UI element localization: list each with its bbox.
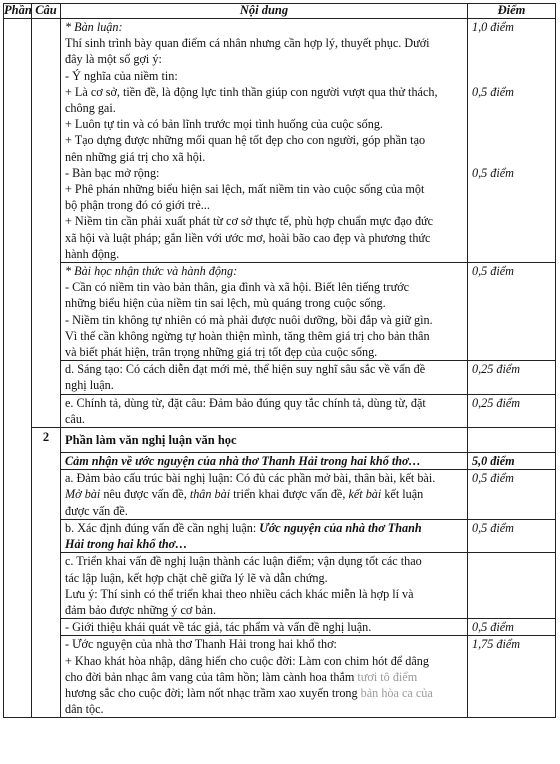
score-cell-bai-hoc bbox=[468, 263, 556, 361]
score-line: 0,5 điểm bbox=[472, 165, 514, 180]
header-phan: Phần bbox=[4, 3, 32, 17]
text-line: + Tạo dựng được những mối quan hệ tốt đẹp cho con người, góp phần tạo bbox=[65, 133, 426, 148]
text-span: b. Xác định đúng vấn đề cần nghị luận: bbox=[65, 520, 260, 535]
phan-cell bbox=[4, 19, 32, 718]
text-line: dân tộc. bbox=[65, 702, 104, 717]
score-cell-c bbox=[468, 553, 556, 619]
content-cell-ban-luan bbox=[61, 19, 468, 263]
score-cell-b: 0,5 điểm bbox=[468, 519, 556, 552]
content-cell-a bbox=[61, 470, 468, 520]
content-cell-chinh-ta bbox=[61, 394, 468, 427]
watermark-text: tươi tô điểm bbox=[357, 669, 418, 684]
score-line: 1,0 điểm bbox=[472, 20, 514, 34]
ket-bai-text: kết bài bbox=[348, 487, 382, 502]
text-line: đây là một số gợi ý: bbox=[65, 52, 162, 67]
text-line: Hải trong hai khổ thơ… bbox=[65, 537, 188, 552]
header-row bbox=[4, 4, 556, 19]
text-line bbox=[65, 669, 464, 685]
score-cell-sang-tao bbox=[468, 361, 556, 394]
text-line: chông gai. bbox=[65, 101, 116, 116]
text-line: những biểu hiện của niềm tin sai lệch, mù quáng trong cuộc sống. bbox=[65, 296, 386, 311]
text-line: tác lập luận, kết hợp chặt chẽ giữa lý lẽ và dẫn chứng. bbox=[65, 570, 328, 585]
text-line: nên những giá trị cho xã hội. bbox=[65, 149, 206, 164]
text-line: hành động. bbox=[65, 246, 120, 261]
score-line bbox=[472, 100, 555, 116]
text-span-emphasis: Ước nguyện của nhà thơ Thanh bbox=[259, 520, 422, 535]
score-line bbox=[472, 68, 555, 84]
text-line: được vấn đề. bbox=[65, 503, 128, 518]
cau-cell-1 bbox=[32, 19, 61, 428]
text-span: triển khai được vấn đề, bbox=[230, 487, 349, 502]
mo-bai-text: Mở bài bbox=[65, 487, 101, 502]
header-cau: Câu bbox=[32, 4, 61, 19]
score-line: 0,5 điểm bbox=[472, 264, 514, 279]
text-line: c. Triển khai vấn đề nghị luận thành các luận điểm; vận dụng tốt các thao bbox=[65, 554, 422, 569]
text-line bbox=[65, 486, 464, 502]
header-noidung: Nội dung bbox=[61, 4, 468, 19]
text-line: - Cần có niềm tin vào bản thân, gia đình và xã hội. Biết lên tiếng trước bbox=[65, 280, 410, 295]
table-row bbox=[4, 19, 556, 263]
score-line: 0,5 điểm bbox=[472, 84, 514, 99]
score-cell-a: 0,5 điểm bbox=[468, 470, 556, 520]
score-cell-empty bbox=[468, 428, 556, 453]
score-cell-intro: 0,5 điểm bbox=[468, 619, 556, 636]
text-line: Lưu ý: Thí sinh có thể triển khai theo nhiều cách khác miễn là hợp lí và bbox=[65, 586, 414, 601]
watermark-text: bản hòa ca của bbox=[360, 685, 433, 700]
text-line: + Niềm tin cần phải xuất phát từ cơ sở thực tế, phù hợp chuẩn mực đạo đức bbox=[65, 214, 434, 229]
table-row bbox=[4, 519, 556, 552]
text-line: d. Sáng tạo: Có cách diễn đạt mới mẻ, thể hiện suy nghĩ sâu sắc về vấn đề bbox=[65, 362, 426, 377]
content-cell-b bbox=[61, 519, 468, 552]
text-line: * Bài học nhận thức và hành động: bbox=[65, 264, 238, 279]
table-row bbox=[4, 636, 556, 718]
text-line: bộ phận trong đó có giới trẻ... bbox=[65, 198, 210, 213]
text-span: cho đời bản nhạc âm vang của tâm hồn; làm cành hoa thắm bbox=[65, 669, 355, 684]
text-line: - Bàn bạc mở rộng: bbox=[65, 165, 160, 180]
content-cell-intro: - Giới thiệu khái quát về tác giả, tác phẩm và vấn đề nghị luận. bbox=[61, 619, 468, 636]
score-cell-ban-luan bbox=[468, 19, 556, 263]
score-cell-chinh-ta bbox=[468, 394, 556, 427]
score-line: 0,25 điểm bbox=[472, 395, 521, 410]
text-line: + Là cơ sở, tiền đề, là động lực tinh thần giúp con người vượt qua thử thách, bbox=[65, 84, 438, 99]
content-cell-uoc-nguyen bbox=[61, 636, 468, 718]
text-line: xã hội và luật pháp; gắn liền với ước mơ, hoài bão cao đẹp và phương thức bbox=[65, 230, 431, 245]
table-row bbox=[4, 470, 556, 520]
text-line: Thí sinh trình bày quan điểm cá nhân nhưng cần hợp lý, thuyết phục. Dưới bbox=[65, 36, 430, 51]
text-line: * Bàn luận: bbox=[65, 20, 123, 34]
text-line: và biết phát hiện, trân trọng những giá trị tốt đẹp của cuộc sống. bbox=[65, 345, 378, 360]
section-title: Phần làm văn nghị luận văn học bbox=[61, 428, 468, 453]
text-span: hương sắc cho cuộc đời; làm nốt nhạc trầm xao xuyến trong bbox=[65, 685, 358, 700]
text-span: nêu được vấn đề, bbox=[100, 487, 190, 502]
score-line bbox=[472, 35, 555, 51]
text-line: + Luôn tự tin và có bản lĩnh trước mọi tình huống của cuộc sống. bbox=[65, 117, 383, 132]
heading-score: 5,0 điểm bbox=[468, 453, 556, 470]
score-line bbox=[472, 149, 555, 165]
text-line: + Phê phán những biểu hiện sai lệch, mất niềm tin vào cuộc sống của một bbox=[65, 182, 425, 197]
text-line: + Khao khát hòa nhập, dâng hiến cho cuộc đời: Làm con chim hót để dâng bbox=[65, 653, 429, 668]
table-row bbox=[4, 553, 556, 619]
text-line: e. Chính tả, dùng từ, đặt câu: Đảm bảo đúng quy tắc chính tả, dùng từ, đặt bbox=[65, 395, 426, 410]
cau-cell-2: 2 bbox=[32, 428, 61, 718]
text-line bbox=[65, 685, 464, 701]
score-line bbox=[472, 116, 555, 132]
header-diem: Điểm bbox=[468, 4, 556, 19]
score-line: 0,25 điểm bbox=[472, 362, 521, 377]
text-line: - Niềm tin không tự nhiên có mà phải được nuôi dưỡng, bồi đắp và giữ gìn. bbox=[65, 312, 433, 327]
table-row bbox=[4, 453, 556, 470]
text-line: nghị luận. bbox=[65, 378, 114, 393]
text-line: đảm bảo được những ý cơ bản. bbox=[65, 602, 216, 617]
table-row bbox=[4, 361, 556, 394]
table-row bbox=[4, 394, 556, 427]
score-line bbox=[472, 51, 555, 67]
score-line bbox=[472, 132, 555, 148]
score-cell-uoc-nguyen: 1,75 điểm bbox=[468, 636, 556, 718]
grading-table bbox=[3, 3, 556, 718]
text-line bbox=[65, 520, 464, 536]
essay-heading: Cảm nhận về ước nguyện của nhà thơ Thanh Hải trong hai khổ thơ… bbox=[61, 453, 468, 470]
text-line: - Ước nguyện của nhà thơ Thanh Hải trong hai khổ thơ: bbox=[65, 637, 337, 652]
text-line: câu. bbox=[65, 411, 85, 426]
content-cell-c bbox=[61, 553, 468, 619]
content-cell-sang-tao bbox=[61, 361, 468, 394]
table-row bbox=[4, 619, 556, 636]
table-row bbox=[4, 428, 556, 453]
text-span: kết luận bbox=[381, 487, 424, 502]
content-cell-bai-hoc bbox=[61, 263, 468, 361]
text-line: a. Đảm bảo cấu trúc bài nghị luận: Có đủ các phần mở bài, thân bài, kết bài. bbox=[65, 471, 436, 486]
than-bai-text: thân bài bbox=[189, 487, 231, 502]
text-line: Vì thế cần không ngừng tự hoàn thiện mình, tăng thêm giá trị cho bản thân bbox=[65, 328, 430, 343]
table-row bbox=[4, 263, 556, 361]
text-line: - Ý nghĩa của niềm tin: bbox=[65, 68, 178, 83]
